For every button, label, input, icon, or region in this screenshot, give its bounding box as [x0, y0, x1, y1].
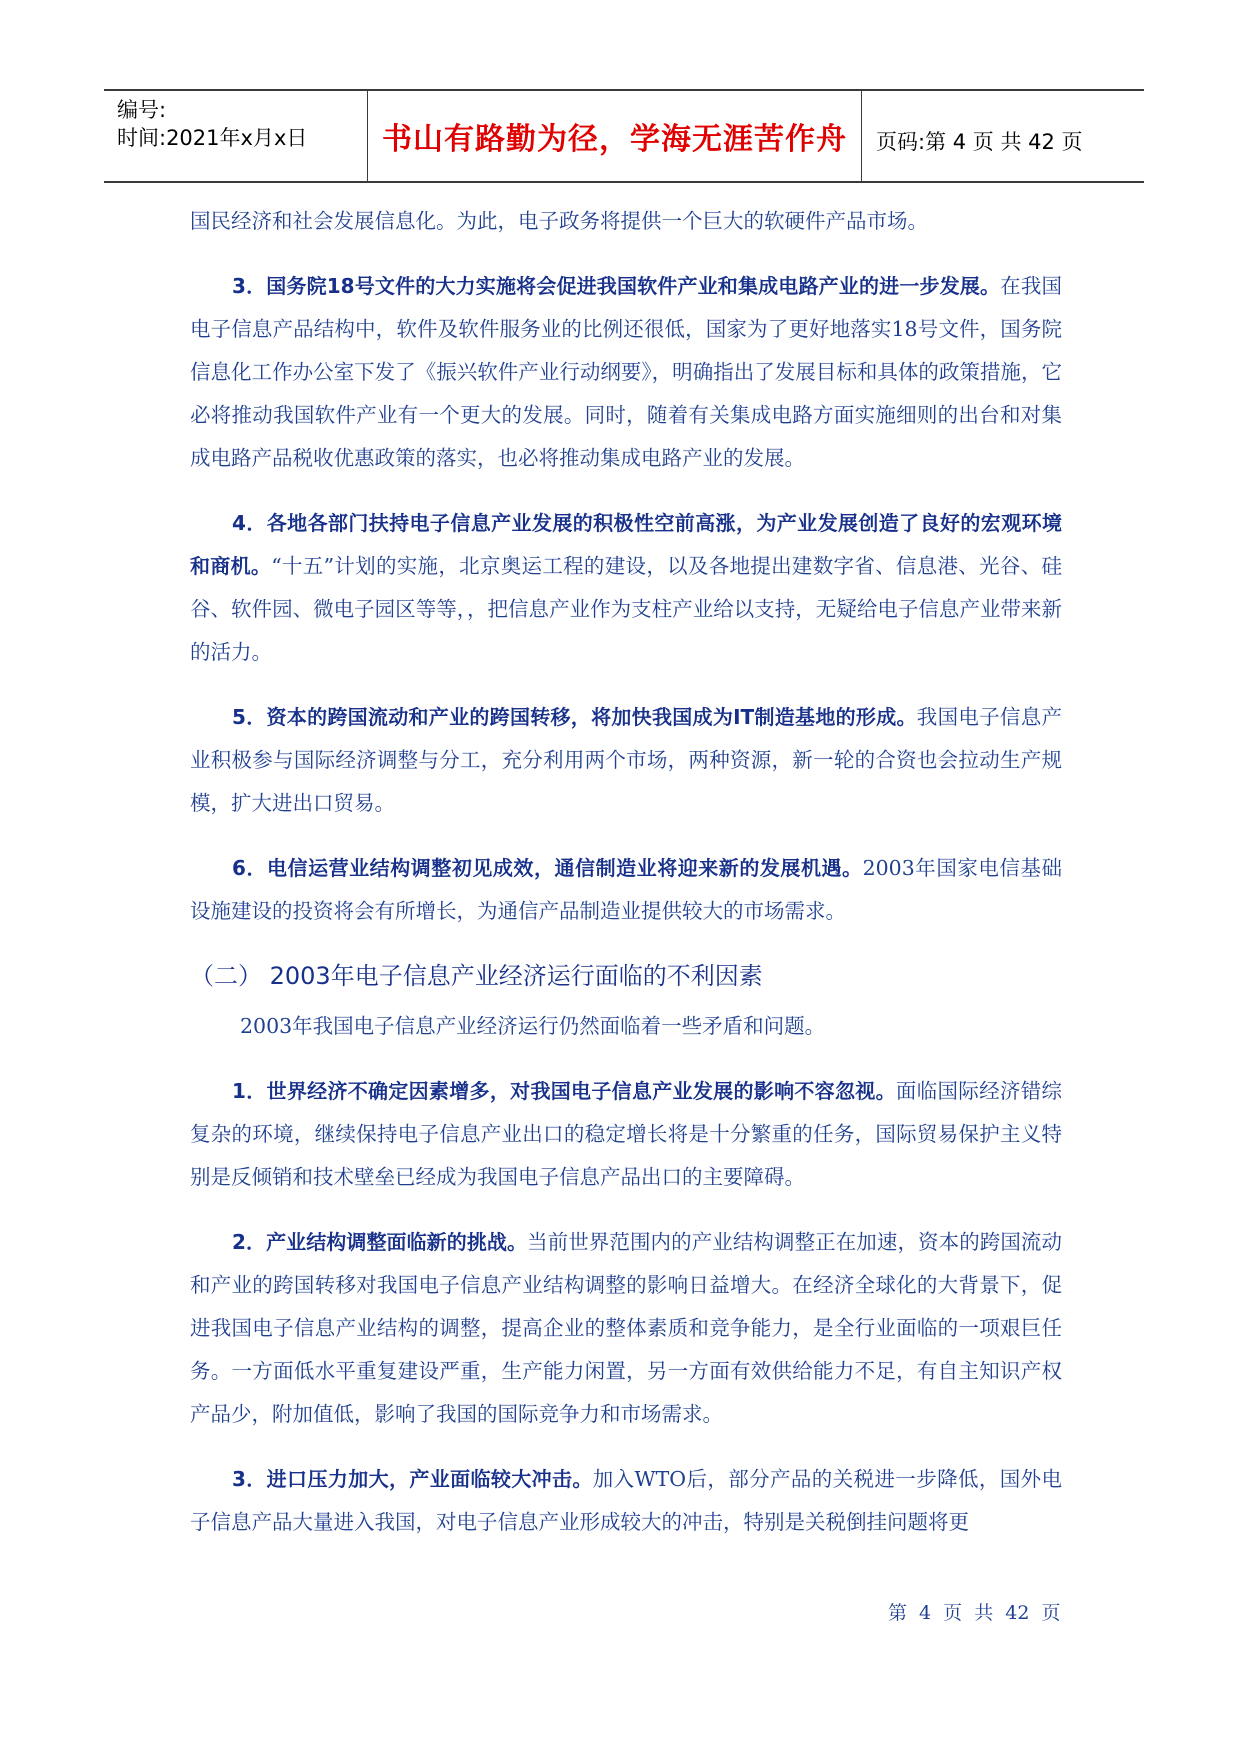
paragraph-item-6 — [190, 847, 1062, 933]
paragraph-negative-1 — [190, 1070, 1062, 1199]
page-footer: 第 4 页 共 42 页 — [888, 1602, 1061, 1624]
paragraph-item-4 — [190, 502, 1062, 674]
item-5-heading: 5．资本的跨国流动和产业的跨国转移，将加快我国成为IT制造基地的形成。 — [232, 705, 917, 729]
item-4-text: “十五”计划的实施，北京奥运工程的建设，以及各地提出建数字省、信息港、光谷、硅谷、软件园、微电子园区等等，，把信息产业作为支柱产业给以支持，无疑给电子信息产业带来新的活力。 — [190, 554, 1062, 664]
item-3-text: 在我国电子信息产品结构中，软件及软件服务业的比例还很低，国家为了更好地落实18号文件，国务院信息化工作办公室下发了《振兴软件产业行动纲要》，明确指出了发展目标和具体的政策措施，它必将推动我国软件产业有一个更大的发展。同时，随着有关集成电路方面实施细则的出台和对集成电路产品税收优惠政策的落实，也必将推动集成电路产业的发展。 — [190, 274, 1063, 470]
negative-1-heading: 1．世界经济不确定因素增多，对我国电子信息产业发展的影响不容忽视。 — [232, 1079, 896, 1103]
paragraph-item-5 — [190, 696, 1062, 825]
section-intro: 2003年我国电子信息产业经济运行仍然面临着一些矛盾和问题。 — [240, 1014, 826, 1038]
item-6-text: 2003年国家电信基础设施建设的投资将会有所增长，为通信产品制造业提供较大的市场需求。 — [190, 856, 1063, 923]
header-meta — [104, 91, 368, 181]
header-page-number: 页码:第 4 页 共 42 页 — [876, 130, 1083, 154]
paragraph-negative-2 — [190, 1221, 1062, 1436]
paragraph-continued: 国民经济和社会发展信息化。为此，电子政务将提供一个巨大的软硬件产品市场。 — [190, 209, 928, 233]
header-motto-cell — [368, 91, 862, 181]
item-5-text: 我国电子信息产业积极参与国际经济调整与分工，充分利用两个市场，两种资源，新一轮的合资也会拉动生产规模，扩大进出口贸易。 — [190, 705, 1063, 815]
header-date: 时间:2021年x月x日 — [117, 126, 308, 150]
paragraph-item-3 — [190, 265, 1062, 480]
document-body — [190, 200, 1062, 1544]
page-header — [104, 89, 1144, 183]
item-4-heading: 4．各地各部门扶持电子信息产业发展的积极性空前高涨，为产业发展创造了良好的宏观环境和商机。 — [190, 511, 1062, 578]
negative-2-text: 当前世界范围内的产业结构调整正在加速，资本的跨国流动和产业的跨国转移对我国电子信息产业结构调整的影响日益增大。在经济全球化的大背景下，促进我国电子信息产业结构的调整，提高企业的整体素质和竞争能力，是全行业面临的一项艰巨任务。一方面低水平重复建设严重，生产能力闲置，另一方面有效供给能力不足，有自主知识产权产品少，附加值低，影响了我国的国际竞争力和市场需求。 — [190, 1230, 1063, 1426]
negative-1-text: 面临国际经济错综复杂的环境，继续保持电子信息产业出口的稳定增长将是十分繁重的任务，国际贸易保护主义特别是反倾销和技术壁垒已经成为我国电子信息产品出口的主要障碍。 — [190, 1079, 1063, 1189]
item-6-heading: 6．电信运营业结构调整初见成效，通信制造业将迎来新的发展机遇。 — [232, 856, 863, 880]
header-motto: 书山有路勤为径，学海无涯苦作舟 — [382, 122, 847, 157]
negative-3-heading: 3．进口压力加大，产业面临较大冲击。 — [232, 1467, 593, 1491]
negative-2-heading: 2．产业结构调整面临新的挑战。 — [232, 1230, 528, 1254]
section-heading: （二） 2003年电子信息产业经济运行面临的不利因素 — [190, 962, 763, 990]
item-3-heading: 3．国务院18号文件的大力实施将会促进我国软件产业和集成电路产业的进一步发展。 — [232, 274, 1001, 298]
negative-3-text: 加入WTO后，部分产品的关税进一步降低，国外电子信息产品大量进入我国，对电子信息产业形成较大的冲击，特别是关税倒挂问题将更 — [190, 1467, 1062, 1534]
header-page-cell — [862, 91, 1144, 181]
paragraph-negative-3 — [190, 1458, 1062, 1544]
header-serial: 编号: — [117, 98, 167, 122]
